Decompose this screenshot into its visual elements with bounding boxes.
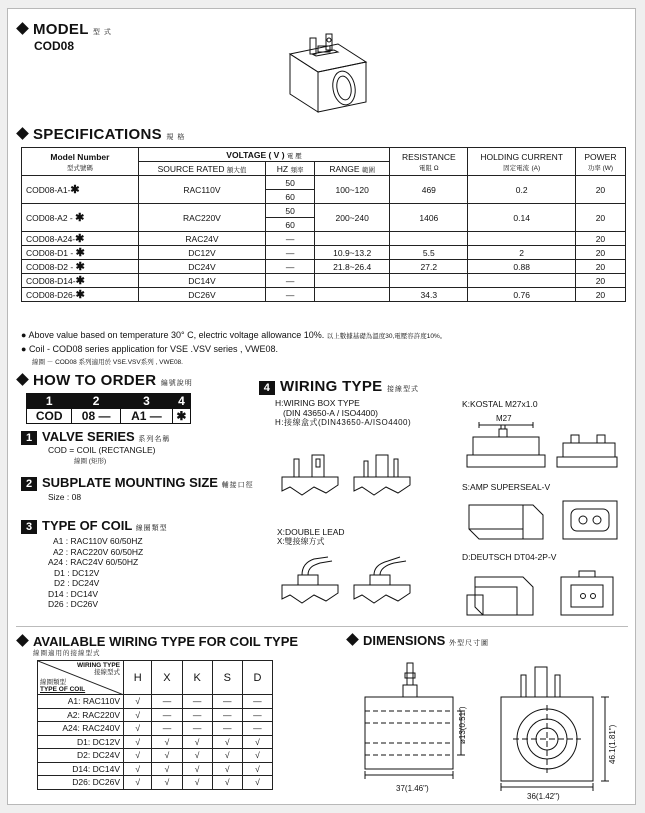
dim-height: 46.1(1.81") — [608, 724, 617, 764]
diamond-icon — [16, 373, 29, 386]
list-item: A2 : RAC220V 60/50HZ — [53, 546, 144, 557]
subplate-heading: 2 SUBPLATE MOUNTING SIZE 輔接口徑 — [21, 475, 254, 491]
valve-series-heading: 1 VALVE SERIES 系列名稱 — [21, 429, 170, 445]
valve-series-line2: 線圈 (矩形) — [74, 458, 107, 465]
list-item: D14 : DC14V — [48, 588, 99, 599]
diamond-icon — [16, 127, 29, 140]
table-row: D1: DC12V √ √ √ √ √ — [38, 735, 273, 749]
table-row: COD08-A2 - ✱ RAC220V 50 200~240 1406 0.14 20 — [22, 204, 626, 218]
wiring-k-m27: M27 — [496, 414, 512, 423]
avail-heading: AVAILABLE WIRING TYPE FOR COIL TYPE — [18, 634, 298, 649]
col-s: S — [212, 661, 242, 695]
star-icon: ✱ — [75, 289, 85, 301]
wiring-heading: 4 WIRING TYPE 接線型式 — [259, 378, 419, 395]
table-row: COD08-D1 - ✱ DC12V — 10.9~13.2 5.5 2 20 — [22, 246, 626, 260]
avail-title-cn: 線圈適用的接線型式 — [33, 650, 101, 657]
col-h: H — [124, 661, 152, 695]
list-item: D26 : DC26V — [48, 599, 99, 609]
table-row: COD08-D14-✱ DC14V — 20 — [22, 274, 626, 288]
hdr-holding: HOLDING CURRENT 固定電流 (A) — [468, 148, 575, 176]
table-row: COD08-D26-✱ DC26V — 34.3 0.76 20 — [22, 288, 626, 302]
specifications-table: Model Number 型式號碼 VOLTAGE ( V ) 電 壓 RESISTANCE 電阻 Ω HOLDING CURRENT 固定電流 (A) POWER 功率 (W) SOURCE RATED 額大值 HZ 頻率 RANGE 範圍 COD08-A1-✱ RAC110V 50 100~120 469 0.2 20 60 COD08-A2 - ✱ RAC220V 50 200~240 1406 0.14 20 60 COD08-A24-✱ RAC24V — 20 COD08-D1 - ✱ DC12V — 10.9~13.2 5.5 2 20 COD08-D2 - ✱ DC24V — 21.8~26.4 27.2 0.88 20 COD08-D14-✱ DC14V — 20 COD08-D26-✱ DC26V — 34.3 0.76 20 — [21, 147, 626, 302]
hdr-power: POWER 功率 (W) — [575, 148, 625, 176]
note-1: ● Above value based on temperature 30° C, electric voltage allowance 10%. 以上數據基礎為溫度30,電壓容許度10%。 — [21, 330, 447, 340]
coil-type-heading: 3 TYPE OF COIL 線圈類型 — [21, 518, 168, 534]
dim-width-side: 37(1.46") — [396, 784, 429, 793]
table-row: COD08-D2 - ✱ DC24V — 21.8~26.4 27.2 0.88 20 — [22, 260, 626, 274]
dim-width-front: 36(1.42") — [527, 792, 560, 801]
coil-3d-drawing — [278, 14, 378, 114]
wiring-h-caption: H:WIRING BOX TYPE (DIN 43650-A / ISO4400) H:接線盒式(DIN43650-A/ISO4400) — [275, 398, 412, 427]
star-icon: ✱ — [75, 212, 85, 224]
model-title-cn: 型 式 — [92, 29, 112, 36]
hdr-source: SOURCE RATED 額大值 — [138, 162, 265, 176]
diamond-icon — [16, 22, 29, 35]
wiring-x-drawing — [278, 549, 418, 609]
table-row: D26: DC26V √ √ √ √ √ — [38, 776, 273, 790]
list-item: D2 : DC24V — [54, 578, 100, 588]
list-item: A1 : RAC110V 60/50HZ — [53, 536, 143, 546]
hdr-hz: HZ 頻率 — [266, 162, 315, 176]
col-k: K — [182, 661, 212, 695]
table-row: A2: RAC220V √ — — — — — [38, 708, 273, 722]
wiring-s-caption: S:AMP SUPERSEAL-V — [462, 482, 551, 492]
wiring-k-caption: K:KOSTAL M27x1.0 — [462, 399, 538, 409]
star-icon: ✱ — [75, 233, 85, 245]
star-icon: ✱ — [70, 184, 80, 196]
model-heading — [18, 21, 112, 38]
specs-title: SPECIFICATIONS — [33, 126, 162, 143]
model-title: MODEL — [33, 21, 89, 38]
valve-series-line1: COD = COIL (RECTANGLE) — [48, 445, 156, 455]
wiring-x-caption: X:DOUBLE LEAD X:雙接線方式 — [277, 527, 345, 546]
dimensions-drawing — [343, 649, 633, 801]
wiring-k-drawing — [463, 421, 623, 471]
model-code: COD08 — [34, 39, 75, 53]
hdr-voltage: VOLTAGE ( V ) 電 壓 — [138, 148, 389, 162]
star-icon: ✱ — [75, 247, 85, 259]
avail-wiring-table — [37, 660, 273, 790]
table-row: D14: DC14V √ √ √ √ √ — [38, 762, 273, 776]
dim-diameter: ø13(0.51") — [458, 706, 467, 744]
col-x: X — [152, 661, 182, 695]
table-row: D2: DC24V √ √ √ √ √ — [38, 749, 273, 763]
subplate-size: Size : 08 — [48, 492, 82, 502]
divider — [16, 626, 628, 627]
note-2-cn: 線圈 － COD08 系列適用於 VSE.VSV系列 , VWE08. — [32, 359, 183, 366]
diamond-icon — [16, 634, 29, 647]
table-row: COD08-A1-✱ RAC110V 50 100~120 469 0.2 20 — [22, 176, 626, 190]
wiring-s-drawing — [463, 495, 623, 545]
hdr-resistance: RESISTANCE 電阻 Ω — [390, 148, 468, 176]
diamond-icon — [346, 633, 359, 646]
star-icon: ✱ — [75, 261, 85, 273]
hdr-range: RANGE 範圍 — [315, 162, 390, 176]
order-heading: HOW TO ORDER 編號說明 — [18, 372, 193, 389]
list-item: D1 : DC12V — [54, 567, 100, 578]
note-2: ● Coil - COD08 series application for VSE .VSV series , VWE08. — [21, 344, 279, 354]
specs-title-cn: 規 格 — [166, 134, 186, 141]
order-code-table: 1 2 3 4 COD 08 — A1 — ✱ — [26, 393, 191, 424]
coil-type-list — [48, 536, 208, 610]
table-row: A1: RAC110V √ — — — — — [38, 695, 273, 709]
dims-heading: DIMENSIONS 外型尺寸圖 — [348, 633, 489, 648]
table-row: COD08-A24-✱ RAC24V — 20 — [22, 232, 626, 246]
hdr-model: Model Number 型式號碼 — [22, 148, 139, 176]
datasheet-page — [7, 8, 636, 805]
table-row: A24: RAC240V √ — — — — — [38, 722, 273, 736]
wiring-h-drawing — [278, 449, 418, 499]
avail-corner-cell: WIRING TYPE 接線型式 線圈類型 TYPE OF COIL — [38, 661, 124, 695]
specs-heading — [18, 126, 185, 143]
wiring-d-drawing — [463, 565, 623, 621]
wiring-d-caption: D:DEUTSCH DT04-2P-V — [462, 552, 557, 562]
list-item: A24 : RAC24V 60/50HZ — [48, 557, 139, 567]
col-d: D — [242, 661, 272, 695]
star-icon: ✱ — [75, 275, 85, 287]
